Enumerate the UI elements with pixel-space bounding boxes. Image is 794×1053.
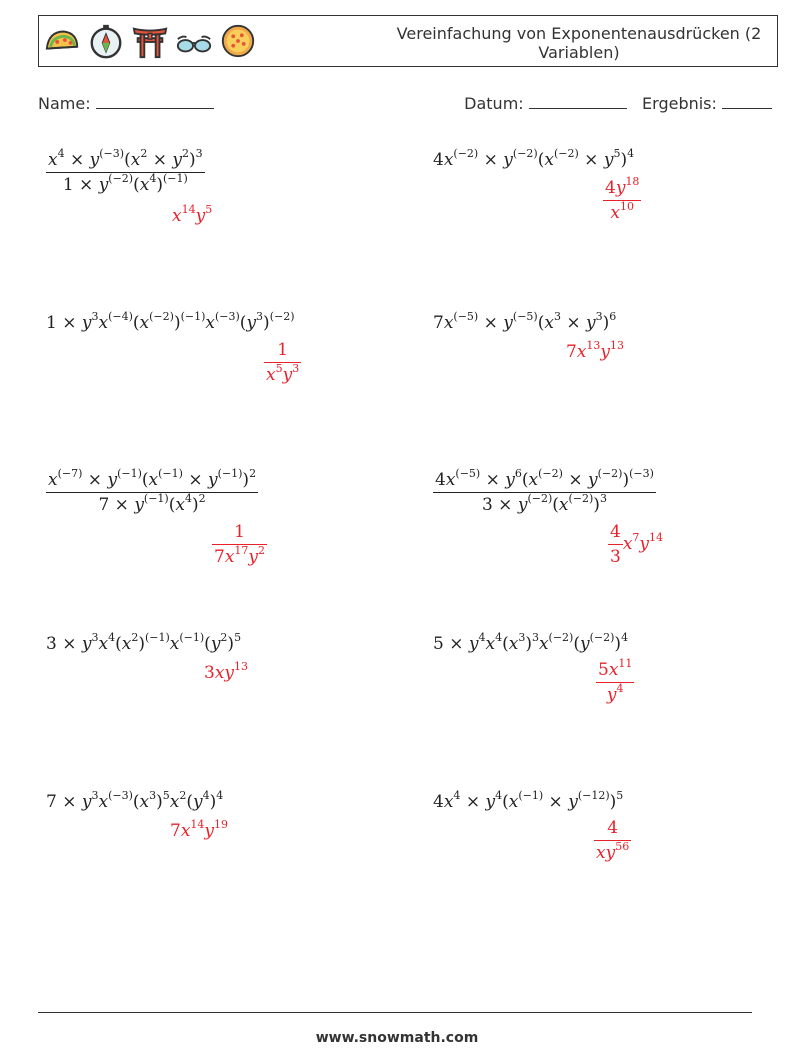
footer-url[interactable]: www.snowmath.com: [315, 1030, 479, 1046]
pizza-icon: [219, 22, 257, 60]
date-label: Datum:: [464, 94, 524, 113]
result-label: Ergebnis:: [642, 94, 717, 113]
torii-gate-icon: [131, 22, 169, 60]
problem-4-answer: $7x^{13}y^{13}$: [566, 339, 625, 362]
name-field[interactable]: [38, 94, 214, 113]
name-label: Name:: [38, 94, 91, 113]
problem-2: [433, 147, 635, 170]
problem-1-answer: $x^{14}y^5$: [172, 203, 213, 226]
problem-6-expression: $\frac{4x^{(-5)} \times y^6(x^{(-2)} \times y^{(-2)})^{(-3)}}{3 \times y^{(-2)}(x^{(-2)})^3}$: [435, 467, 654, 515]
problem-8: [433, 631, 629, 654]
problem-7-answer: $3xy^{13}$: [204, 660, 249, 683]
date-result-fields: [464, 94, 772, 113]
problem-8-expression: $5 \times y^4x^4(x^3)^3x^{(-2)}(y^{(-2)})^4$: [433, 631, 629, 654]
glasses-icon: [175, 22, 213, 60]
problem-7-expression: $3 \times y^3x^4(x^2)^{(-1)}x^{(-1)}(y^2)^5$: [46, 631, 242, 654]
problem-9: [46, 789, 224, 812]
problem-5-expression: $\frac{x^{(-7)} \times y^{(-1)}(x^{(-1)} \times y^{(-1)})^2}{7 \times y^{(-1)}(x^4)^2}$: [48, 467, 257, 515]
taco-icon: [43, 22, 81, 60]
problem-3: [46, 310, 295, 333]
problem-10-answer: $\frac{4}{xy^{56}}$: [596, 818, 630, 863]
problem-6-answer: $\frac{4}{3}$ $x^7y^{14}$: [610, 522, 664, 567]
problem-10: [433, 789, 624, 812]
problem-2-expression: $4x^{(-2)} \times y^{(-2)}(x^{(-2)} \times y^5)^4$: [433, 147, 635, 170]
problem-9-expression: $7 \times y^3x^{(-3)}(x^3)^5x^2(y^4)^4$: [46, 789, 224, 812]
problem-1-expression: $\frac{x^4 \times y^{(-3)}(x^2 \times y^2)^3}{1 \times y^{(-2)}(x^4)^{(-1)}}$: [48, 147, 203, 195]
problem-7: [46, 631, 242, 654]
compass-icon: [87, 22, 125, 60]
problem-5: [46, 467, 258, 515]
header-icons: [43, 22, 257, 60]
footer-divider: [38, 1012, 752, 1013]
problem-8-answer: $\frac{5x^{11}}{y^4}$: [598, 657, 633, 705]
result-blank[interactable]: [722, 94, 772, 109]
problem-3-answer: $\frac{1}{x^5y^3}$: [266, 340, 300, 385]
name-blank[interactable]: [96, 94, 214, 109]
problem-6: [433, 467, 656, 515]
problem-10-expression: $4x^4 \times y^4(x^{(-1)} \times y^{(-12)})^5$: [433, 789, 624, 812]
problem-4-expression: $7x^{(-5)} \times y^{(-5)}(x^3 \times y^3)^6$: [433, 310, 617, 333]
problem-9-answer: $7x^{14}y^{19}$: [170, 818, 229, 841]
problem-5-answer: $\frac{1}{7x^{17}y^2}$: [214, 522, 266, 567]
problem-4: [433, 310, 617, 333]
problem-3-expression: $1 \times y^3x^{(-4)}(x^{(-2)})^{(-1)}x^{(-3)}(y^3)^{(-2)}$: [46, 310, 295, 333]
worksheet-title: Vereinfachung von Exponentenausdrücken (2 Variablen): [396, 24, 762, 62]
problem-1: [46, 147, 205, 195]
date-blank[interactable]: [529, 94, 627, 109]
worksheet-header: [38, 15, 778, 67]
problem-2-answer: $\frac{4y^{18}}{x^{10}}$: [605, 175, 640, 223]
